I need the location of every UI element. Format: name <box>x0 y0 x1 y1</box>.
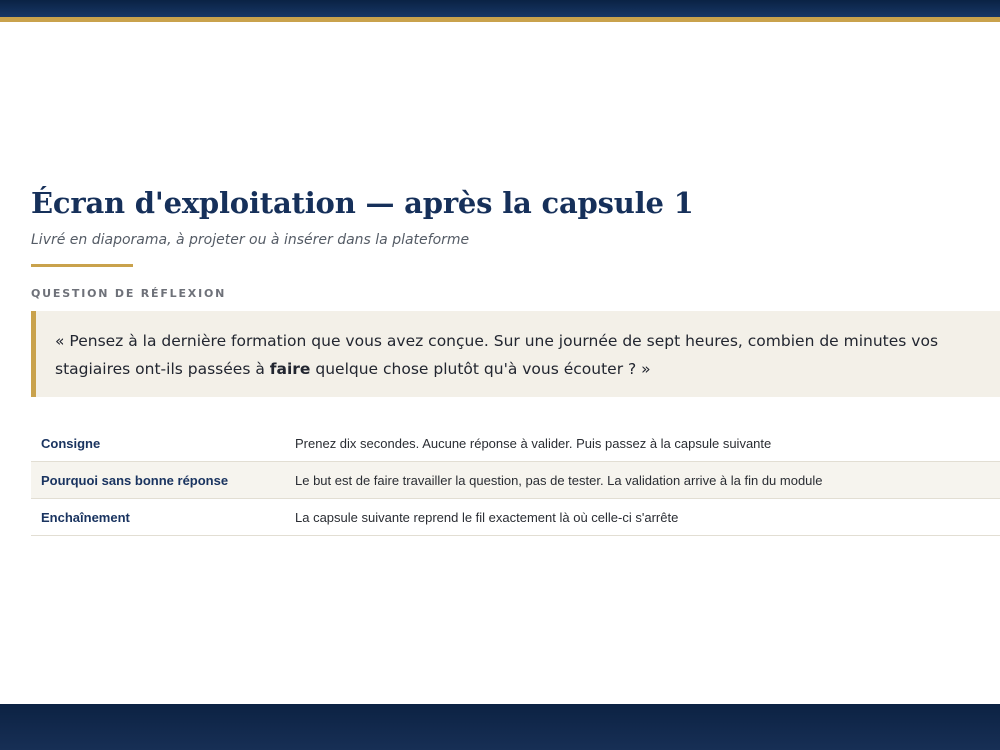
row-label-pourquoi: Pourquoi sans bonne réponse <box>41 473 229 488</box>
quote-emphasis: faire <box>269 360 311 378</box>
bottom-navy-band <box>0 704 1000 750</box>
table-row <box>31 499 1000 536</box>
row-value-pourquoi: Le but est de faire travailler la question, pas de tester. La validation arrive à la fin du module <box>295 473 823 488</box>
table-row <box>31 425 1000 462</box>
info-table <box>31 425 1000 536</box>
top-navy-band <box>0 0 1000 17</box>
quote-text-start: « Pensez à la dernière formation que vous avez conçue. Sur une journée de sept heures, combien de minutes vos stagiaires ont-ils passées à <box>55 332 939 378</box>
table-row <box>31 462 1000 499</box>
page-subtitle: Livré en diaporama, à projeter ou à insérer dans la plateforme <box>31 232 470 248</box>
page-title: Écran d'exploitation — après la capsule 1 <box>31 186 694 220</box>
row-label-enchainement: Enchaînement <box>41 510 130 525</box>
section-label: QUESTION DE RÉFLEXION <box>31 287 227 300</box>
row-label-consigne: Consigne <box>41 436 101 451</box>
title-underline <box>31 264 133 267</box>
top-gold-stripe <box>0 17 1000 22</box>
reflection-quote <box>55 327 995 383</box>
row-value-enchainement: La capsule suivante reprend le fil exactement là où celle-ci s'arrête <box>295 510 679 525</box>
quote-text-end: quelque chose plutôt qu'à vous écouter ? » <box>310 360 651 378</box>
reflection-quote-box <box>31 311 1000 397</box>
row-value-consigne: Prenez dix secondes. Aucune réponse à valider. Puis passez à la capsule suivante <box>295 436 772 451</box>
